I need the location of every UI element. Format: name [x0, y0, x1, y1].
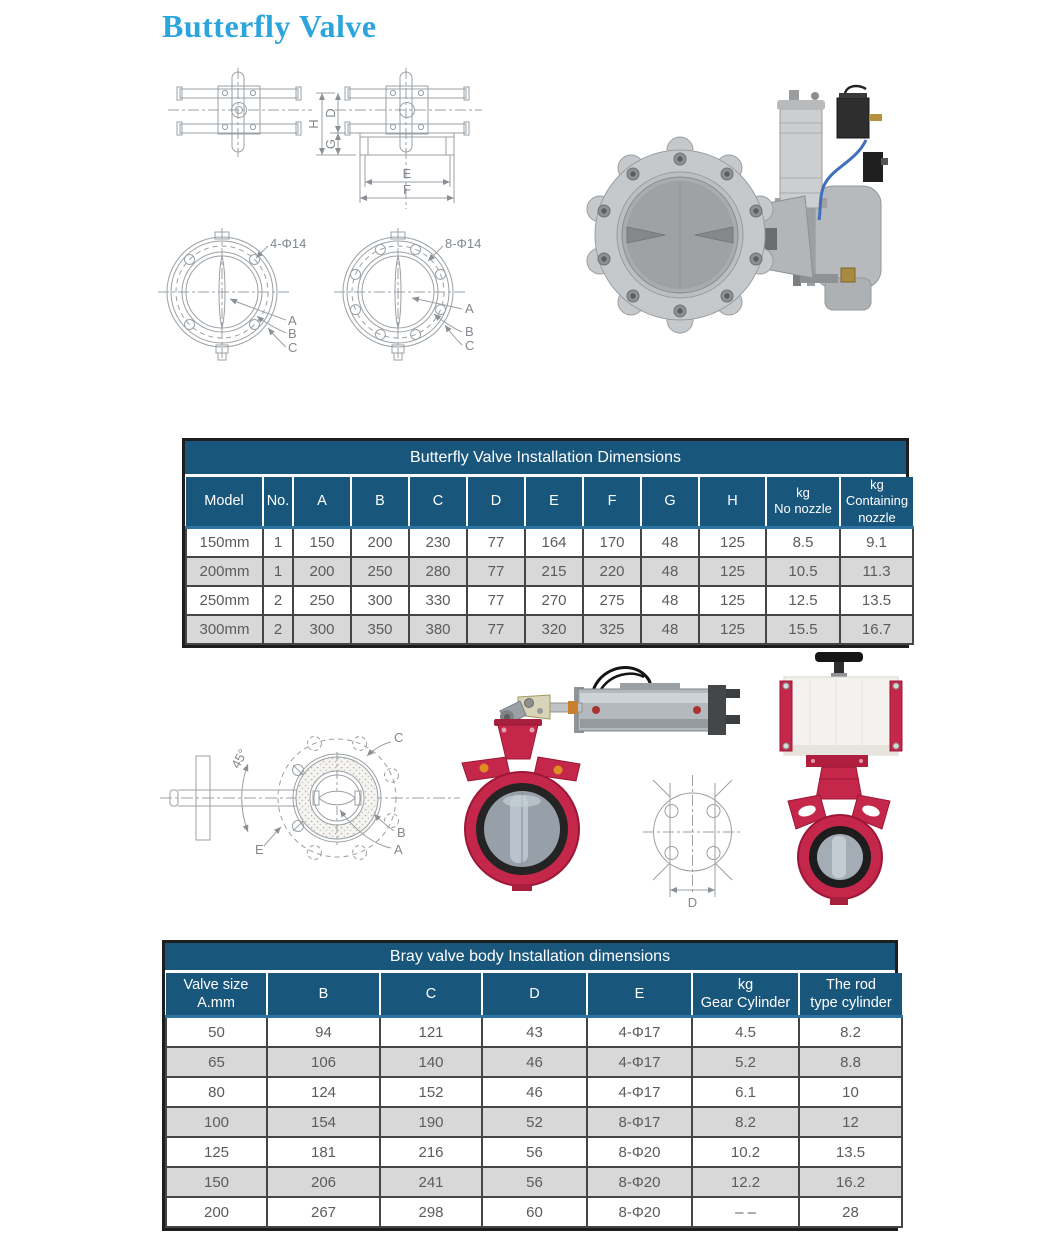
callout-4-holes: 4-Φ14	[270, 236, 307, 251]
col-header: C	[380, 973, 482, 1017]
cell: 206	[267, 1167, 380, 1197]
table-row	[166, 1077, 902, 1107]
table-row	[186, 586, 913, 615]
cell: 200	[166, 1197, 267, 1227]
cell: 11.3	[840, 557, 913, 586]
cell: 216	[380, 1137, 482, 1167]
cell: 320	[525, 615, 583, 644]
cell: 124	[267, 1077, 380, 1107]
cell: 152	[380, 1077, 482, 1107]
cell: 150	[166, 1167, 267, 1197]
cell: 150mm	[186, 527, 263, 557]
cell: 380	[409, 615, 467, 644]
cell: 190	[380, 1107, 482, 1137]
cell: 125	[699, 557, 766, 586]
col-header: B	[267, 973, 380, 1017]
cell: 4-Φ17	[587, 1017, 692, 1048]
cell: 325	[583, 615, 641, 644]
cell: 15.5	[766, 615, 840, 644]
cell: 56	[482, 1167, 587, 1197]
cell: 250mm	[186, 586, 263, 615]
col-header: Valve size A.mm	[166, 973, 267, 1017]
cell: 56	[482, 1137, 587, 1167]
flange-plate	[643, 775, 743, 897]
cell: 2	[263, 586, 293, 615]
table-row	[166, 1167, 902, 1197]
cell: 43	[482, 1017, 587, 1048]
bray-valve-body-table	[162, 940, 898, 1231]
label-c: C	[288, 340, 298, 355]
cell: 10.5	[766, 557, 840, 586]
col-header: Model	[186, 477, 263, 527]
red-valve-body	[788, 755, 890, 905]
label-a: A	[394, 842, 403, 857]
cell: 12.5	[766, 586, 840, 615]
cell: 106	[267, 1047, 380, 1077]
dim-label-d: D	[323, 108, 338, 118]
cell: 220	[583, 557, 641, 586]
table-row	[166, 1137, 902, 1167]
dim-label-g: G	[323, 138, 338, 150]
label-b: B	[397, 825, 406, 840]
red-valve-actuator-photo	[770, 633, 948, 925]
table-title: Butterfly Valve Installation Dimensions	[185, 441, 906, 477]
side-view-left	[168, 68, 312, 157]
col-header: E	[525, 477, 583, 527]
col-header: E	[587, 973, 692, 1017]
cell: 4.5	[692, 1017, 799, 1048]
top-dimension-drawing	[160, 62, 510, 362]
cell: 200	[293, 557, 351, 586]
header-row	[186, 477, 913, 527]
cell: 46	[482, 1047, 587, 1077]
callout-8-holes: 8-Φ14	[445, 236, 482, 251]
cell: 300mm	[186, 615, 263, 644]
cell: 200	[351, 527, 409, 557]
dim-label-d: D	[687, 895, 698, 910]
installation-dimensions-table	[182, 438, 909, 648]
cell: 60	[482, 1197, 587, 1227]
cell: 170	[583, 527, 641, 557]
cell: 2	[263, 615, 293, 644]
cell: 125	[699, 586, 766, 615]
col-header: kg Containing nozzle	[840, 477, 913, 527]
cell: 16.2	[799, 1167, 902, 1197]
cell: 140	[380, 1047, 482, 1077]
cell: 50	[166, 1017, 267, 1048]
label-b: B	[288, 326, 297, 341]
cell: 8-Φ20	[587, 1137, 692, 1167]
cell: 300	[351, 586, 409, 615]
cell: 48	[641, 586, 699, 615]
cell: 46	[482, 1077, 587, 1107]
cell: 250	[351, 557, 409, 586]
cell: 125	[699, 527, 766, 557]
page-title: Butterfly Valve	[162, 8, 377, 44]
cell: 9.1	[840, 527, 913, 557]
cell: 275	[583, 586, 641, 615]
label-a: A	[288, 313, 297, 328]
col-header: A	[293, 477, 351, 527]
cell: 48	[641, 557, 699, 586]
cell: 280	[409, 557, 467, 586]
cell: 298	[380, 1197, 482, 1227]
flange-drawing	[645, 775, 745, 915]
stem-and-body	[160, 737, 460, 860]
cell: 10	[799, 1077, 902, 1107]
cell: 8-Φ20	[587, 1197, 692, 1227]
cell: 48	[641, 615, 699, 644]
cell: 215	[525, 557, 583, 586]
valve-flange-disc	[587, 137, 773, 333]
dim-label-e: E	[402, 166, 412, 181]
cell: 80	[166, 1077, 267, 1107]
cell: – –	[692, 1197, 799, 1227]
cell: 267	[267, 1197, 380, 1227]
cell: 52	[482, 1107, 587, 1137]
cell: 4-Φ17	[587, 1047, 692, 1077]
label-e: E	[255, 842, 264, 857]
col-header: F	[583, 477, 641, 527]
col-header: The rod type cylinder	[799, 973, 902, 1017]
cell: 13.5	[840, 586, 913, 615]
pneumatic-actuator	[780, 652, 902, 755]
cell: 77	[467, 615, 525, 644]
col-header: D	[482, 973, 587, 1017]
cell: 8.2	[799, 1017, 902, 1048]
cell: 270	[525, 586, 583, 615]
cell: 181	[267, 1137, 380, 1167]
cell: 5.2	[692, 1047, 799, 1077]
col-header: kg Gear Cylinder	[692, 973, 799, 1017]
table-row	[186, 557, 913, 586]
table-row	[166, 1107, 902, 1137]
cell: 4-Φ17	[587, 1077, 692, 1107]
cell: 77	[467, 557, 525, 586]
table-row	[186, 527, 913, 557]
dim-label-f: F	[403, 182, 411, 197]
cell: 12	[799, 1107, 902, 1137]
cell: 164	[525, 527, 583, 557]
table-row	[166, 1047, 902, 1077]
cell: 6.1	[692, 1077, 799, 1107]
aluminum-valve-photo	[575, 78, 910, 363]
cell: 8.8	[799, 1047, 902, 1077]
table-row	[166, 1017, 902, 1048]
cell: 125	[166, 1137, 267, 1167]
cell: 154	[267, 1107, 380, 1137]
col-header: G	[641, 477, 699, 527]
label-a: A	[465, 301, 474, 316]
cell: 13.5	[799, 1137, 902, 1167]
col-header: No.	[263, 477, 293, 527]
cell: 350	[351, 615, 409, 644]
col-header: C	[409, 477, 467, 527]
cell: 77	[467, 527, 525, 557]
cell: 250	[293, 586, 351, 615]
cell: 16.7	[840, 615, 913, 644]
cell: 121	[380, 1017, 482, 1048]
header-row	[166, 973, 902, 1017]
cell: 300	[293, 615, 351, 644]
cell: 8.5	[766, 527, 840, 557]
col-header: H	[699, 477, 766, 527]
cell: 230	[409, 527, 467, 557]
col-header: kg No nozzle	[766, 477, 840, 527]
col-header: D	[467, 477, 525, 527]
col-header: B	[351, 477, 409, 527]
cell: 330	[409, 586, 467, 615]
cell: 65	[166, 1047, 267, 1077]
cell: 125	[699, 615, 766, 644]
dim-label-h: H	[306, 119, 321, 129]
cell: 8.2	[692, 1107, 799, 1137]
side-view-right	[316, 68, 482, 209]
cell: 200mm	[186, 557, 263, 586]
cell: 10.2	[692, 1137, 799, 1167]
label-c: C	[394, 730, 404, 745]
cell: 8-Φ17	[587, 1107, 692, 1137]
table-title: Bray valve body Installation dimensions	[165, 943, 895, 973]
cell: 1	[263, 527, 293, 557]
cell: 150	[293, 527, 351, 557]
cell: 1	[263, 557, 293, 586]
cell: 241	[380, 1167, 482, 1197]
actuator-assembly	[753, 86, 888, 310]
wafer-valve-drawing	[160, 640, 475, 935]
cell: 94	[267, 1017, 380, 1048]
red-valve-body	[462, 719, 580, 891]
cell: 77	[467, 586, 525, 615]
cell: 12.2	[692, 1167, 799, 1197]
cell: 28	[799, 1197, 902, 1227]
label-b: B	[465, 324, 474, 339]
cell: 100	[166, 1107, 267, 1137]
cell: 48	[641, 527, 699, 557]
cell: 8-Φ20	[587, 1167, 692, 1197]
table-row	[166, 1197, 902, 1227]
angle-label: 45°	[228, 746, 251, 771]
label-c: C	[465, 338, 475, 353]
